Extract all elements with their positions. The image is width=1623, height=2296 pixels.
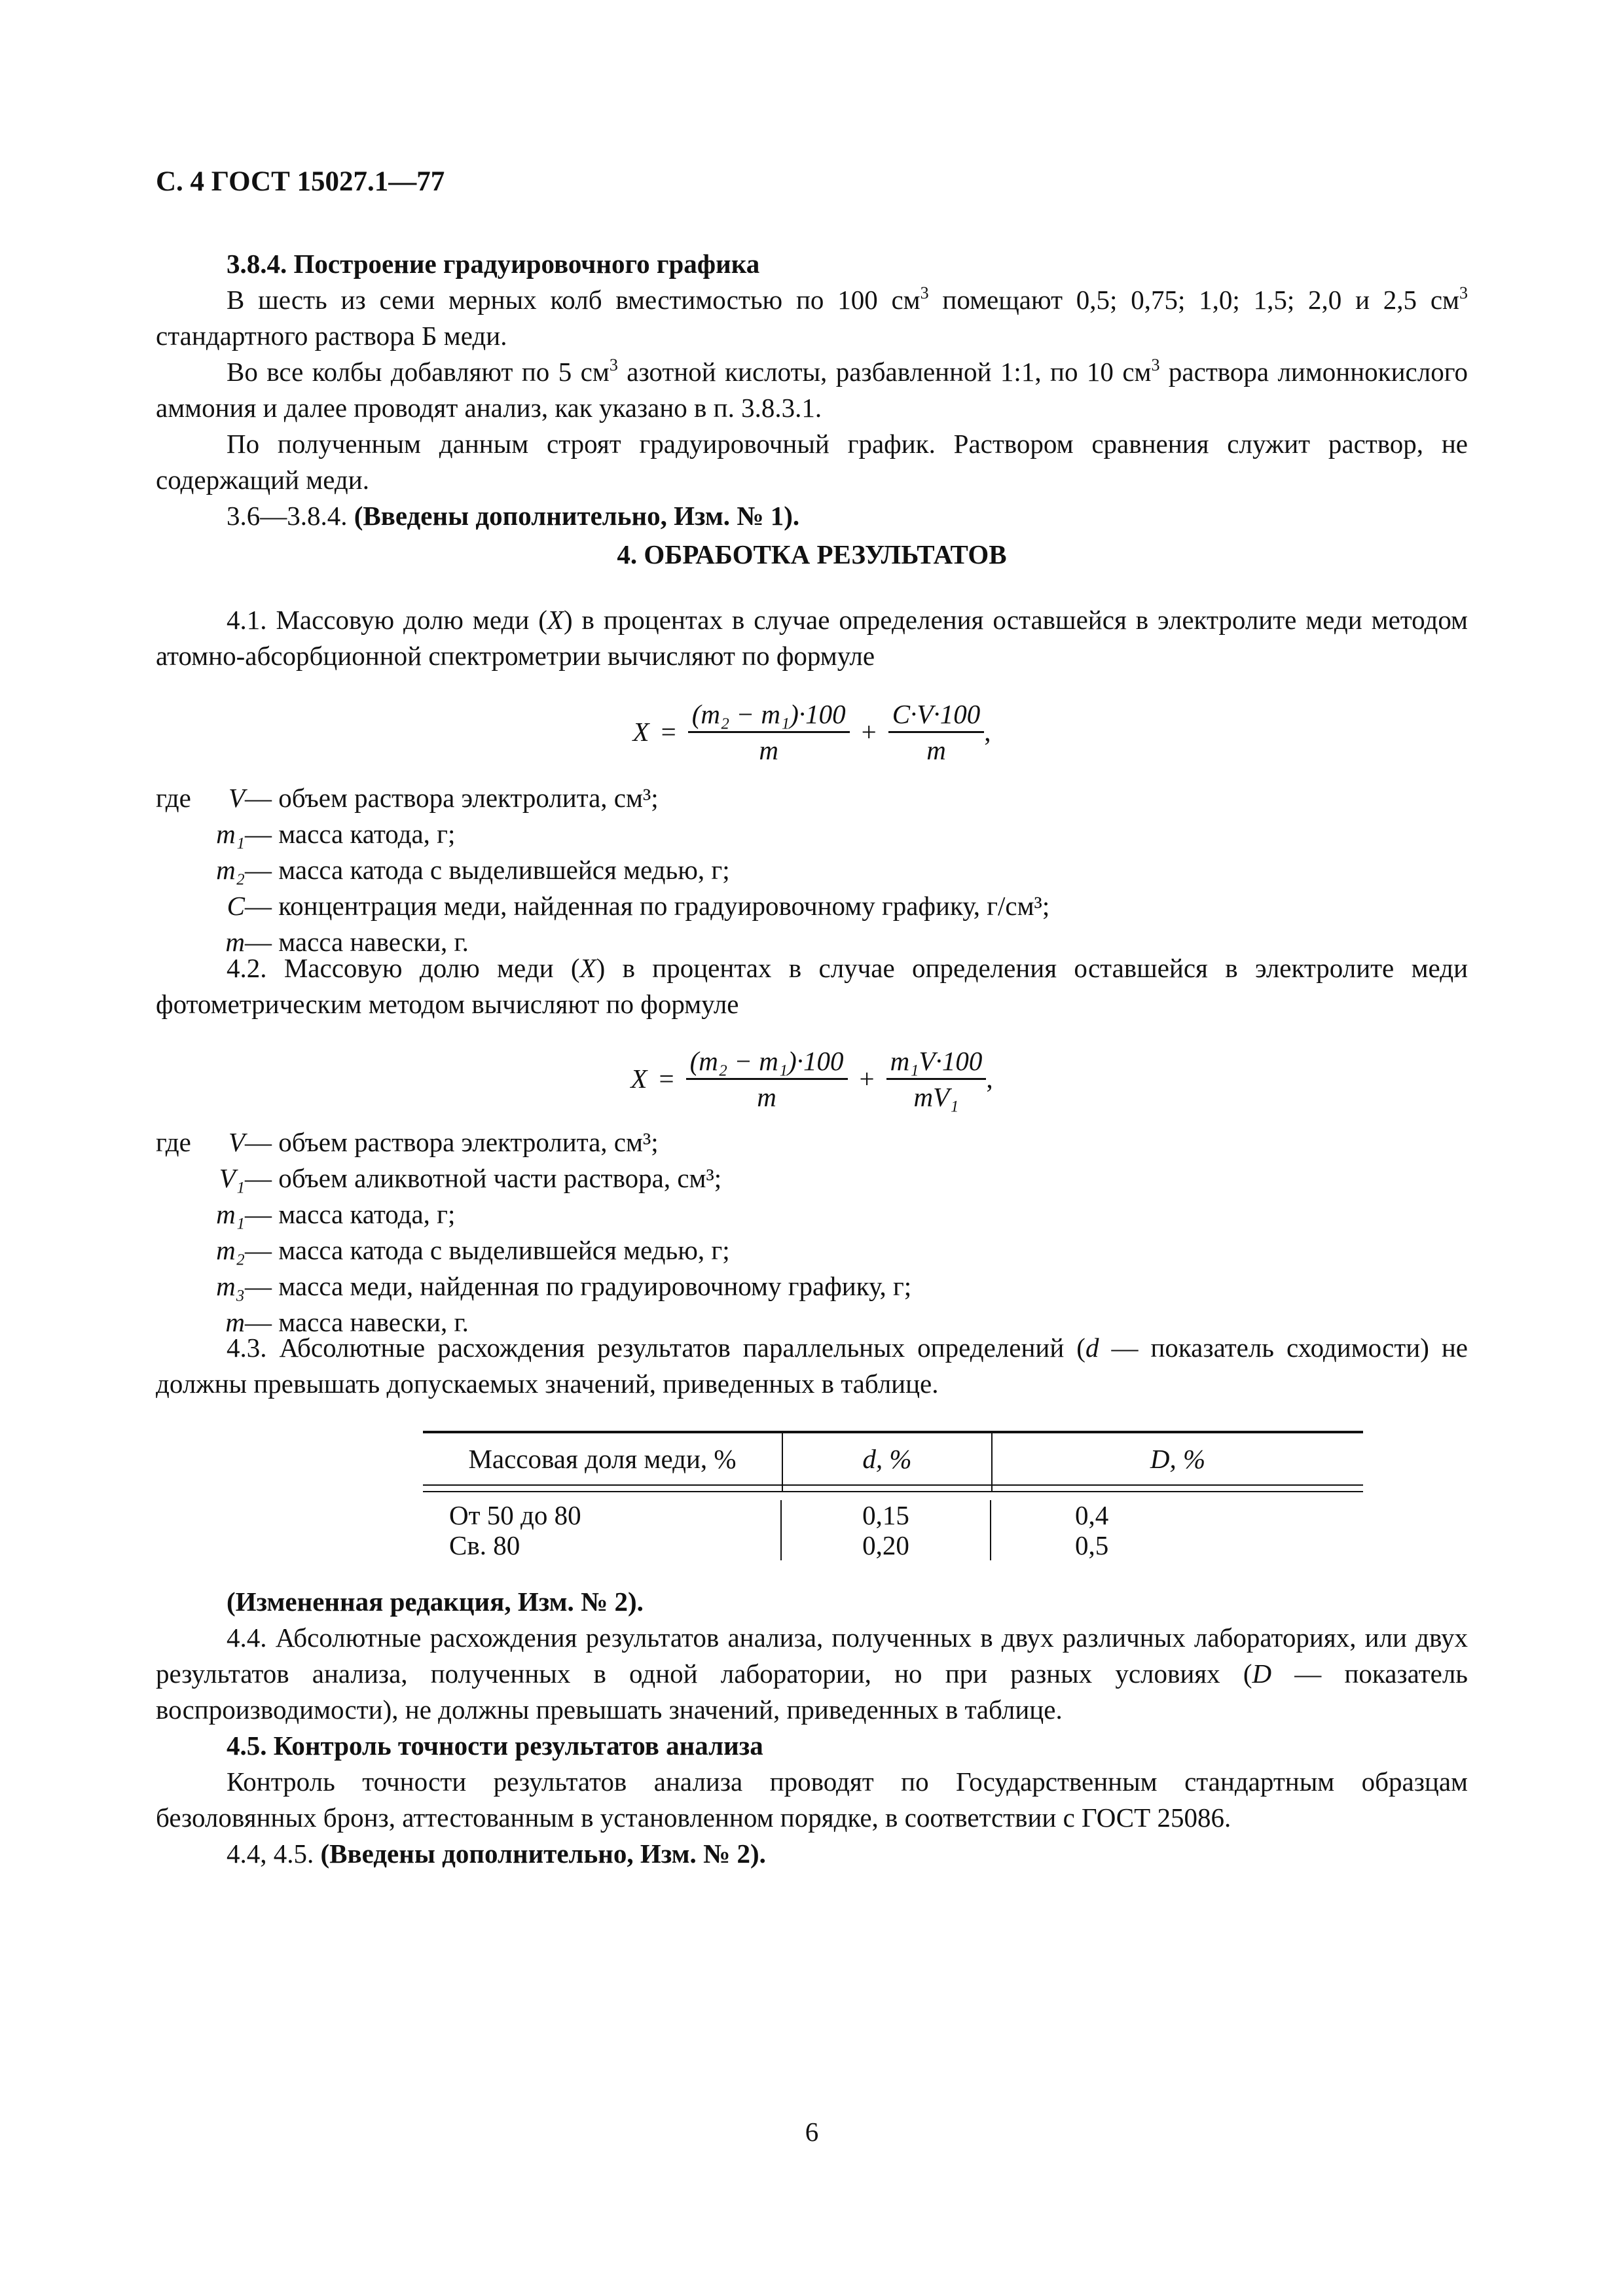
definition-row [156, 1196, 1468, 1232]
amendment-note: 4.4, 4.5. (Введены дополнительно, Изм. № 2). [227, 1839, 766, 1869]
section-title: 4.5. Контроль точности результатов анализа [227, 1731, 763, 1761]
definition-prefix [156, 1160, 202, 1196]
definition-text: — объем раствора электролита, см³; [245, 783, 659, 813]
table-header-row [423, 1433, 1363, 1486]
paragraph-4-4: 4.4. Абсолютные расхождения результатов анализа, полученных в двух различных лабораториях, или двух результатов анализа, полученных в одной лаборатории, но при разных условиях (D — показатель воспроизводимости), не должны превышать значений, приведенных в таблице. [156, 1623, 1468, 1725]
formula-2: X = $\frac{\text{(m₂ − m₁)·100}}{m}$ + $\frac{\text{m₁V·100}}{\text{mV₁}}$ , [156, 1039, 1468, 1118]
definition-text: — объем раствора электролита, см³; [245, 1127, 659, 1157]
table-header-cell: Массовая доля меди, % [423, 1433, 783, 1484]
section-3-8-4 [156, 246, 1468, 534]
table-cell: 0,5 [1075, 1530, 1109, 1560]
definition-text: — масса меди, найденная по градуировочному графику, г; [245, 1271, 912, 1301]
definition-symbol: V [228, 1127, 245, 1157]
definition-row [156, 1160, 1468, 1196]
definition-row [156, 780, 1468, 816]
definition-text: — концентрация меди, найденная по градуировочному графику, г/см³; [245, 891, 1050, 921]
paragraph: Во все колбы добавляют по 5 $см^3$ азотной кислоты, разбавленной 1:1, по 10 $см^3$ раствора лимоннокислого аммония и далее проводят анализ, как указано в п. 3.8.3.1. [156, 355, 1468, 423]
paragraph-4-2: 4.2. Массовую долю меди (X) в процентах в случае определения оставшейся в электролите меди фотометрическим методом вычисляют по формуле [156, 953, 1468, 1019]
section-4-title: 4. ОБРАБОТКА РЕЗУЛЬТАТОВ [617, 539, 1007, 569]
definition-symbol: m [225, 927, 245, 957]
table-header-cell: d, % [783, 1433, 993, 1484]
table-row [423, 1530, 1363, 1564]
definition-symbol: V [228, 783, 245, 813]
definition-symbol: C [227, 891, 245, 921]
definition-text: — масса катода с выделившейся медью, г; [245, 855, 730, 885]
definition-row [156, 816, 1468, 852]
definition-text: — масса катода, г; [245, 819, 456, 849]
paragraph: В шесть из семи мерных колб вместимостью по 100 $см^3$ помещают 0,5; 0,75; 1,0; 1,5; 2,0 и 2,5 $см^3$ стандартного раствора Б меди. [156, 283, 1468, 351]
definition-text: — масса навески, г. [245, 927, 469, 957]
definition-symbol: m₂ [216, 1235, 245, 1265]
formula-1: X = $\frac{\text{(m₂ − m₁)·100}}{m}$ + $\frac{C\cdot V\cdot 100}{m}$ , [156, 692, 1468, 771]
amendment-note: 3.6—3.8.4. (Введены дополнительно, Изм. № 1). [227, 501, 800, 531]
definition-prefix [156, 1268, 202, 1304]
paragraph-4-3: 4.3. Абсолютные расхождения результатов параллельных определений (d — показатель сходимости) не должны превышать допускаемых значений, приведенных в таблице. [156, 1333, 1468, 1399]
section-title: 3.8.4. Построение градуировочного графика [227, 249, 760, 279]
definition-text: — масса навески, г. [245, 1307, 469, 1337]
paragraph-4-5: Контроль точности результатов анализа проводят по Государственным стандартным образцам безоловянных бронз, аттестованным в установленном порядке, в соответствии с ГОСТ 25086. [156, 1767, 1468, 1833]
definition-row [156, 1268, 1468, 1304]
paragraph: По полученным данным строят градуировочный график. Раствором сравнения служит раствор, не содержащий меди. [156, 429, 1468, 495]
definition-prefix [156, 888, 202, 924]
section-4-4-4-5 [156, 1584, 1468, 1872]
definition-prefix [156, 852, 202, 888]
table-row [423, 1492, 1363, 1530]
definition-text: — объем аликвотной части раствора, см³; [245, 1163, 722, 1193]
table-cell: 0,20 [782, 1530, 991, 1560]
amendment-note: (Измененная редакция, Изм. № 2). [227, 1587, 644, 1617]
table-header-cell: D, % [1150, 1444, 1206, 1474]
table-cell: 0,15 [782, 1500, 991, 1530]
definition-row [156, 1124, 1468, 1160]
definition-text: — масса катода, г; [245, 1199, 456, 1229]
definition-row [156, 888, 1468, 924]
definition-row [156, 852, 1468, 888]
definition-prefix [156, 816, 202, 852]
definition-prefix: где [156, 1127, 191, 1157]
definitions-list-2 [156, 1124, 1468, 1340]
definition-row [156, 1232, 1468, 1268]
definition-symbol: m [225, 1307, 245, 1337]
definition-symbol: m₁ [216, 1199, 245, 1229]
table-cell: От 50 до 80 [423, 1500, 782, 1530]
paragraph-4-1: 4.1. Массовую долю меди (X) в процентах в случае определения оставшейся в электролите меди методом атомно-абсорбционной спектрометрии вычисляют по формуле [156, 605, 1468, 671]
definition-symbol: V₁ [219, 1163, 245, 1193]
definition-prefix [156, 1232, 202, 1268]
definition-symbol: m₁ [216, 819, 245, 849]
table-cell: 0,4 [1075, 1500, 1109, 1530]
definitions-list-1 [156, 780, 1468, 960]
page-header: С. 4 ГОСТ 15027.1—77 [156, 166, 445, 197]
definition-symbol: m₃ [216, 1271, 245, 1301]
definition-symbol: m₂ [216, 855, 245, 885]
table-cell: Св. 80 [423, 1530, 782, 1560]
page-number: 6 [805, 2117, 819, 2147]
definition-text: — масса катода с выделившейся медью, г; [245, 1235, 730, 1265]
results-table [423, 1431, 1363, 1564]
definition-prefix: где [156, 783, 191, 813]
definition-prefix [156, 1196, 202, 1232]
